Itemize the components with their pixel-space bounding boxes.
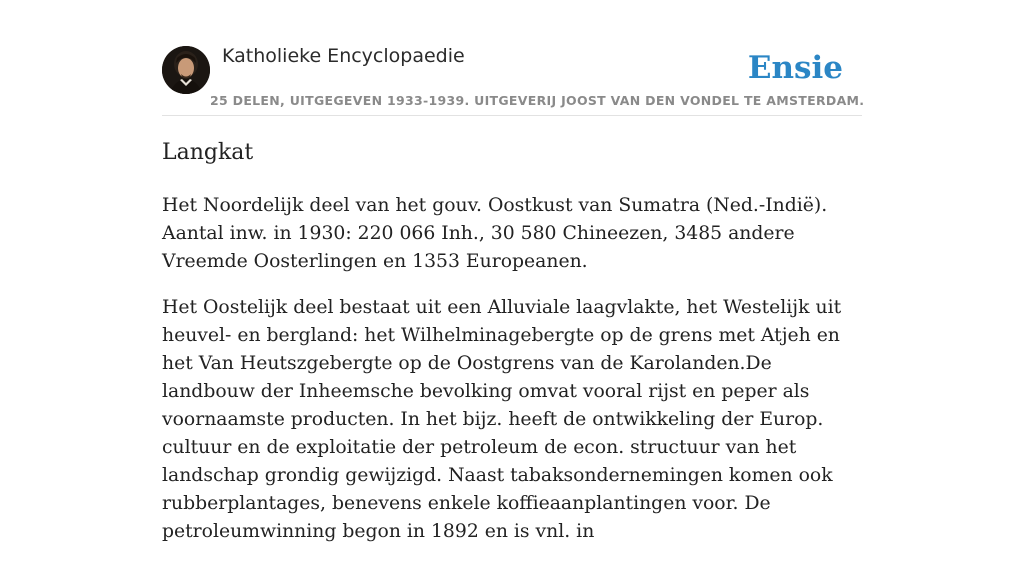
source-title[interactable]: Katholieke Encyclopaedie [222,45,465,67]
portrait-avatar-icon[interactable] [162,46,210,94]
article-paragraph: Het Oostelijk deel bestaat uit een Alluviale laagvlakte, het Westelijk uit heuvel- en bergland: het Wilhelminagebergte op de grens met Atjeh en het Van Heutszgebergte op de Oostgrens van de Karolanden.De landbouw der Inheemsche bevolking omvat vooral rijst en peper als voornaamste producten. In het bijz. heeft de ontwikkeling der Europ. cultuur en de exploitatie der petroleum de econ. structuur van het landschap grondig gewijzigd. Naast tabaksondernemingen komen ook rubberplantages, benevens enkele koffieaanplantingen voor. De petroleumwinning begon in 1892 en is vnl. in [162,297,842,542]
header-divider [162,115,862,116]
article-title: Langkat [162,140,254,165]
source-subtitle: 25 DELEN, UITGEGEVEN 1933-1939. UITGEVERIJ JOOST VAN DEN VONDEL TE AMSTERDAM. [210,93,865,108]
brand-logo[interactable]: Ensie [747,50,843,86]
article-paragraph: Het Noordelijk deel van het gouv. Oostkust van Sumatra (Ned.-Indië). Aantal inw. in 1930: 220 066 Inh., 30 580 Chineezen, 3485 andere Vreemde Oosterlingen en 1353 Europeanen. [162,195,828,272]
article-body [162,192,864,564]
